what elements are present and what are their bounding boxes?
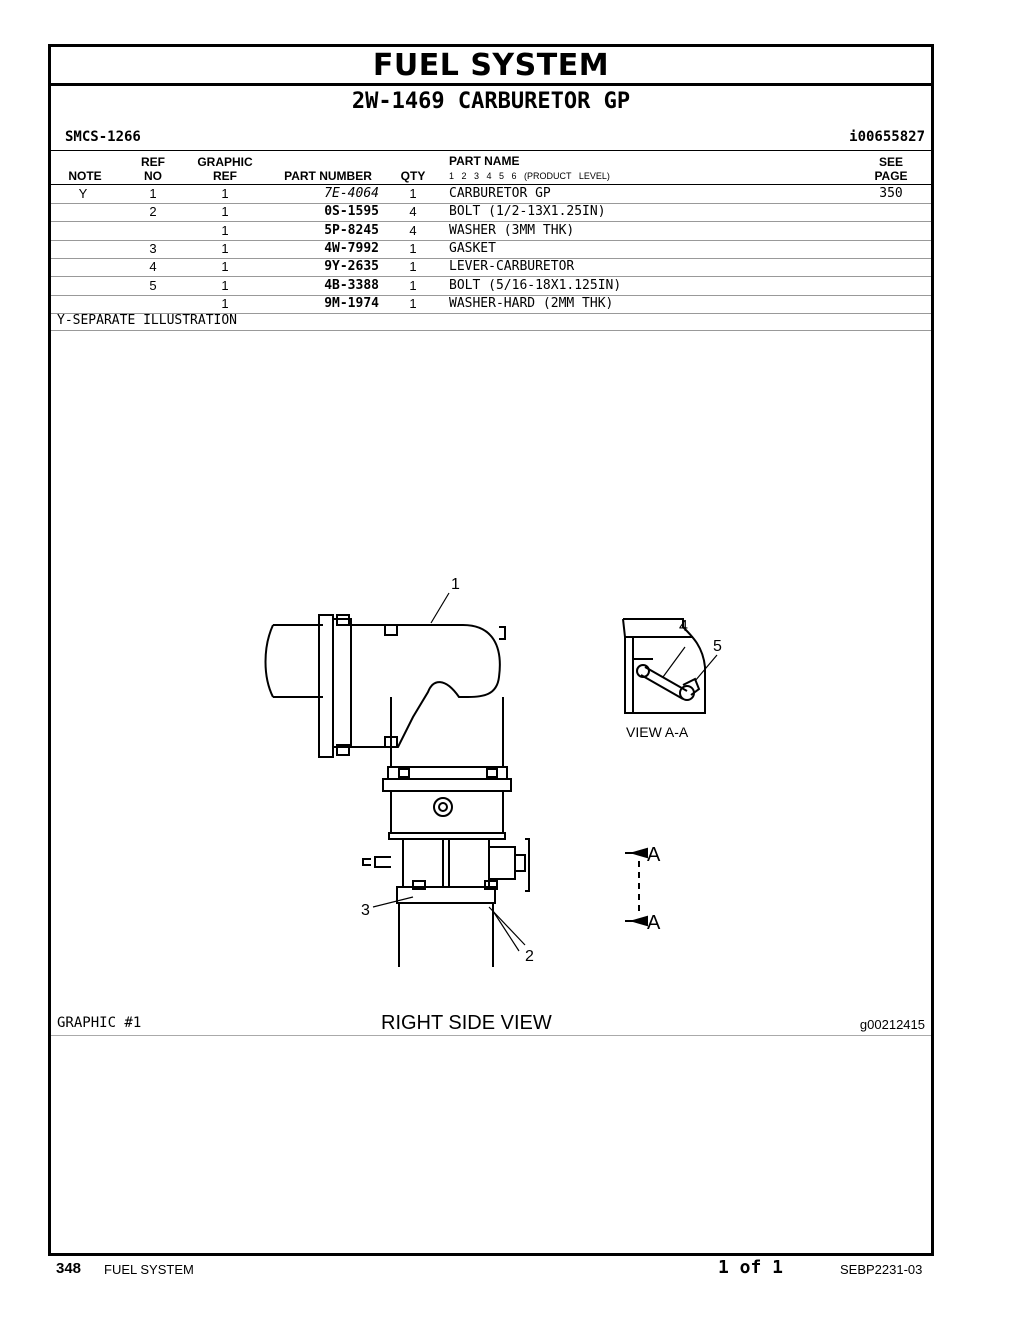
cell-graphic-ref: 1 [221, 295, 229, 311]
graphic-separator [51, 1035, 931, 1036]
cell-note: Y [78, 186, 88, 201]
cell-qty: 1 [409, 295, 417, 311]
footer-doc-number: SEBP2231-03 [840, 1262, 923, 1277]
callout-1: 1 [451, 576, 460, 593]
graphic-label: GRAPHIC #1 [57, 1015, 142, 1031]
cell-qty: 4 [409, 222, 417, 238]
cell-ref-no: 1 [149, 186, 157, 201]
product-level-scale: 1 2 3 4 5 6 (PRODUCT LEVEL) [449, 171, 610, 181]
cell-ref-no: 3 [149, 240, 157, 256]
smcs-code: SMCS-1266 [65, 129, 141, 145]
cell-qty: 1 [409, 277, 417, 293]
right-side-view-label: RIGHT SIDE VIEW [381, 1012, 552, 1034]
cell-graphic-ref: 1 [221, 204, 229, 220]
document-id: i00655827 [849, 129, 925, 145]
table-row [51, 203, 931, 222]
footer-section: FUEL SYSTEM [104, 1262, 194, 1277]
col-part-name-header: PART NAME [449, 154, 520, 168]
cell-graphic-ref: 1 [221, 240, 229, 256]
cell-qty: 1 [409, 259, 417, 275]
header-rule [51, 150, 931, 151]
footer-page-of: 1 of 1 [718, 1257, 784, 1278]
callout-4: 4 [679, 618, 688, 635]
cell-ref-no: 5 [149, 277, 157, 293]
section-mark-bottom: A [647, 912, 661, 934]
cell-graphic-ref: 1 [221, 222, 229, 238]
intake-pipe [266, 625, 324, 697]
mounting-flange [397, 887, 495, 903]
cell-part-name: WASHER-HARD (2MM THK) [449, 295, 614, 311]
col-graphic-header-top: GRAPHIC [197, 155, 253, 169]
cell-part-number: 9M-1974 [324, 295, 379, 311]
cell-part-name: BOLT (5/16-18X1.125IN) [449, 277, 622, 293]
footer-page-number: 348 [56, 1260, 82, 1277]
cell-qty: 1 [409, 186, 417, 201]
cell-qty: 1 [409, 240, 417, 256]
col-see-header-bottom: PAGE [874, 169, 908, 183]
col-qty-header: QTY [400, 169, 426, 183]
page-frame [48, 44, 934, 1256]
page-title: FUEL SYSTEM [51, 47, 931, 86]
cell-graphic-ref: 1 [221, 186, 229, 201]
group-title: 2W-1469 CARBURETOR GP [351, 89, 631, 114]
cell-part-name: LEVER-CARBURETOR [449, 259, 575, 275]
carburetor-illustration [263, 567, 743, 1034]
cell-qty: 4 [409, 204, 417, 220]
section-mark-top: A [647, 844, 661, 866]
elbow-body [351, 625, 500, 747]
adapter-flange [319, 615, 333, 757]
cell-part-name: BOLT (1/2-13X1.25IN) [449, 204, 606, 220]
view-aa-detail [623, 619, 705, 713]
table-row [51, 277, 931, 296]
cell-part-number: 9Y-2635 [324, 259, 379, 275]
table-row [51, 185, 931, 204]
cell-graphic-ref: 1 [221, 259, 229, 275]
table-row [51, 222, 931, 241]
cell-part-name: GASKET [449, 240, 496, 256]
callout-2: 2 [525, 948, 534, 965]
col-ref-header-top: REF [141, 155, 165, 169]
graphic-id: g00212415 [859, 1017, 925, 1032]
table-row [51, 240, 931, 259]
col-part-number-header: PART NUMBER [284, 169, 372, 183]
col-ref-header-bottom: NO [144, 169, 162, 183]
cell-part-number: 7E-4064 [324, 186, 379, 201]
view-aa-label: VIEW A-A [626, 724, 689, 740]
callout-3: 3 [361, 902, 370, 919]
cell-ref-no: 2 [149, 204, 157, 220]
cell-part-number: 0S-1595 [324, 204, 379, 220]
lower-housing [391, 791, 503, 833]
cell-part-number: 4B-3388 [324, 277, 379, 293]
cell-graphic-ref: 1 [221, 277, 229, 293]
cell-see-page: 350 [879, 186, 903, 201]
callout-5: 5 [713, 638, 722, 655]
col-see-header-top: SEE [878, 155, 903, 169]
upper-housing [391, 697, 503, 767]
footnote-rule [51, 330, 931, 331]
cell-part-name: WASHER (3MM THK) [449, 222, 575, 238]
cell-part-number: 5P-8245 [324, 222, 379, 238]
col-graphic-header-bottom: REF [213, 169, 237, 183]
table-row [51, 258, 931, 277]
cell-ref-no: 4 [149, 259, 157, 275]
table-row [51, 295, 931, 314]
cell-part-name: CARBURETOR GP [449, 186, 551, 201]
cell-part-number: 4W-7992 [324, 240, 379, 256]
col-note-header: NOTE [68, 169, 102, 183]
footnote: Y-SEPARATE ILLUSTRATION [57, 313, 238, 328]
